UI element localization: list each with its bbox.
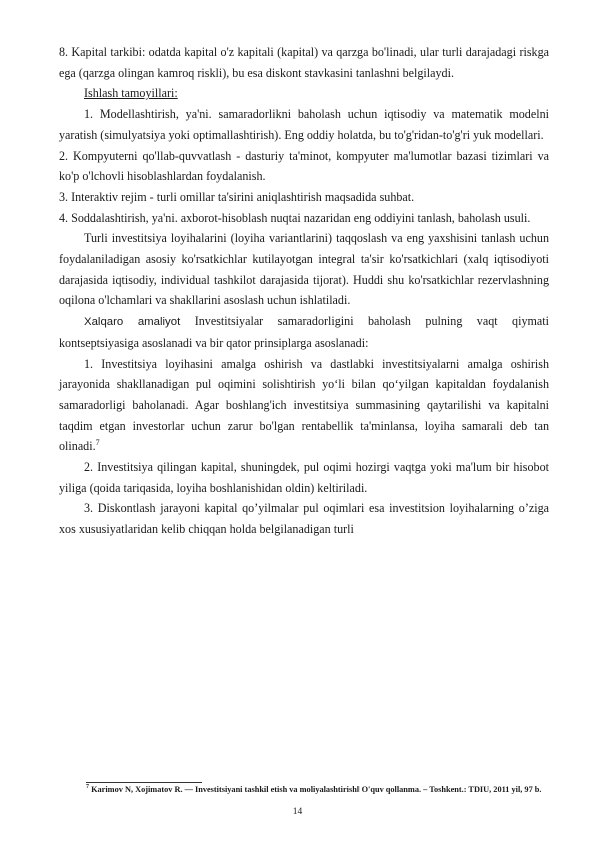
footnote-divider (86, 782, 202, 783)
principle-2: 2. Kompyuterni qo'llab-quvvatlash - dasturiy ta'minot, kompyuter ma'lumotlar bazasi tizimlari va ko'p o'lchovli hisoblashlardan foydalanish. (59, 148, 549, 184)
footnote-reference: 7 (95, 438, 100, 448)
paragraph-capital-structure: 8. Kapital tarkibi: odatda kapital o'z kapitali (kapital) va qarzga bo'linadi, ular turli darajadagi riskga ega (qarzga olingan kamroq riskli), bu esa diskont stavkasini tanlashni belgilaydi. (59, 45, 549, 80)
valuation-principle-2: 2. Investitsiya qilingan kapital, shuningdek, pul oqimi hozirgi vaqtga yoki ma'lum bir hisobot yiliga (qoida tariqasida, loyiha boshlanishidan oldin) keltiriladi. (59, 460, 549, 495)
page-number: 14 (292, 807, 303, 817)
principle-1: 1. Modellashtirish, ya'ni. samaradorlikni baholash uchun iqtisodiy va matematik modelni yaratish (simulyatsiya yoki optimallashtirish). Eng oddiy holatda, bu to'g'ridan-to'g'ri yuk modellari. (59, 107, 549, 142)
valuation-principle-1 (59, 354, 549, 458)
paragraph-international-practice (59, 311, 549, 353)
footnote-number: 7 (86, 784, 89, 791)
heading-label: Ishlash tamoyillari: (84, 86, 178, 101)
international-practice-label: Xalqaro amaliyot (84, 316, 181, 329)
principle-4: 4. Soddalashtirish, ya'ni. axborot-hisoblash nuqtai nazaridan eng oddiyini tanlash, baholash usuli. (59, 210, 531, 225)
international-practice-text: Investitsiyalar samaradorligini baholash pulning vaqt qiymati kontseptsiyasiga asoslanadi va bir qator prinsiplarga asoslanadi: (59, 314, 550, 350)
paragraph-indicators: Turli investitsiya loyihalarini (loyiha variantlarini) taqqoslash va eng yaxshisini tanlash uchun foydalaniladigan asosiy ko'rsatkichlar kutilayotgan integral ta'sir ko'rsatkichlari (xalq iqtisodiyoti darajasida iqtisodiy, individual tashkilot darajasida tijorat). Huddi shu ko'rsatkichlar rezervlashning oqilona o'lchamlari va shakllarini asoslash uchun ishlatiladi. (59, 231, 549, 308)
footnote (86, 784, 546, 796)
footnote-text: Karimov N, Xojimatov R. ― Investitsiyani tashkil etish va moliyalashtirish‖ O'quv qollanma. – Toshkent.: TDIU, 2011 yil, 97 b. (89, 785, 542, 794)
valuation-principle-1-text: 1. Investitsiya loyihasini amalga oshirish va dastlabki investitsiyalarni amalga oshirish jarayonida shakllanadigan pul oqimini solishtirish yo‘li bilan qo‘yilgan kapitaldan foydalanish samaradorligi baholanadi. Agar boshlang'ich investitsiya summasining qaytarilishi va kapitalni taqdim etgan investorlar uchun zarur bo'lgan rentabellik ta'minlansa, loyiha samarali deb tan olinadi. (59, 356, 549, 454)
body-text (59, 42, 549, 540)
section-heading (59, 83, 549, 104)
principle-3: 3. Interaktiv rejim - turli omillar ta'sirini aniqlashtirish maqsadida suhbat. (59, 189, 415, 204)
valuation-principle-3: 3. Diskontlash jarayoni kapital qo’yilmalar pul oqimlari esa investitsion loyihalarning o’ziga xos xususiyatlaridan kelib chiqqan holda belgilanadigan turli (59, 501, 549, 537)
